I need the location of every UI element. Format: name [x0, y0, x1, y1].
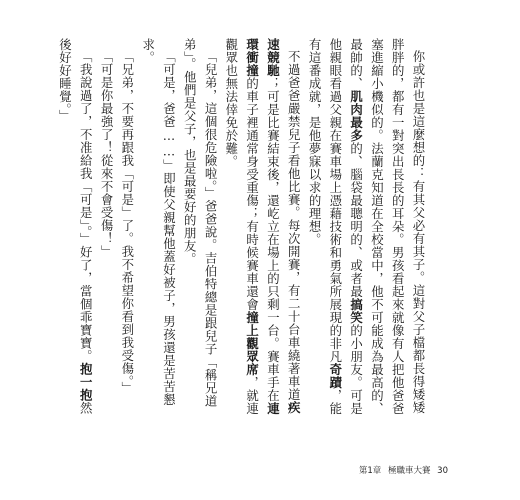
- paragraph: [178, 38, 220, 424]
- paragraph: [137, 38, 179, 424]
- text-run: 然後好好睡覺。」: [57, 38, 94, 415]
- body-text: [54, 38, 428, 424]
- emphasis-text: 連環衝撞: [244, 38, 281, 415]
- text-run: 「可是你最強了！從來不會受傷！」: [99, 50, 115, 259]
- text-run: ，能有這番成就，是他夢寐以求的理想。: [307, 38, 343, 415]
- text-run: 的小朋友。可是他親眼看過父親在賽車場上憑藉技術和勇氣所展現的非凡: [327, 38, 364, 415]
- chapter-label: 第1章: [358, 466, 382, 476]
- emphasis-text: 奇蹟: [327, 363, 343, 389]
- text-run: 不過爸爸嚴禁兒子看他比賽。每次開賽，有二十台車繞著車道: [286, 50, 302, 402]
- emphasis-text: 抱一抱: [78, 363, 94, 402]
- emphasis-text: 撞上觀眾席: [244, 311, 260, 376]
- paragraph: [303, 38, 428, 424]
- text-run: ；可是比賽結束後，還屹立在場上的只剩一台。賽車手在: [265, 77, 281, 402]
- paragraph: [54, 38, 96, 424]
- text-run: ，就連觀眾也無法倖免於難。: [223, 38, 260, 415]
- text-run: 你或許也是這麼想的：有其父必有其子。這對父子檔都長得矮矮胖胖的，都有一對突出長長的耳朵。男孩看起來就像有人把他爸爸塞進縮小機似的。法蘭克知道在全校當中，他不可能成為最高的、最帥的、: [348, 38, 426, 415]
- paragraph: [95, 38, 116, 424]
- text-run: 的、腦袋最聰明的、或者最: [348, 142, 364, 298]
- chapter-title: 極職車大賽: [387, 466, 431, 476]
- emphasis-text: 疾速競馳: [265, 38, 302, 415]
- text-run: 「可是，爸爸……」即使父親幫他蓋好被子，男孩還是苦苦懇求。: [140, 38, 177, 407]
- paragraph: [116, 38, 137, 424]
- page-number: 30: [437, 466, 448, 476]
- text-run: 「我說過了，不准給我「可是」。」好了，當個乖寶寶。: [78, 50, 94, 363]
- text-run: 「兄弟，不要再跟我「可是」了。我不希望你看到我受傷。」: [119, 50, 135, 396]
- emphasis-text: 搞笑: [348, 298, 364, 324]
- text-run: 「兒弟，這個很危險啦。」爸爸說。吉伯特總是跟兒子「稱兄道弟」。他們是父子，也是最要好的朋友。: [182, 38, 219, 409]
- text-run: 的車子裡通常身受重傷；有時候賽車還會: [244, 77, 260, 311]
- emphasis-text: 肌肉最多: [348, 90, 364, 142]
- page-footer: [355, 464, 448, 476]
- paragraph: [220, 38, 303, 424]
